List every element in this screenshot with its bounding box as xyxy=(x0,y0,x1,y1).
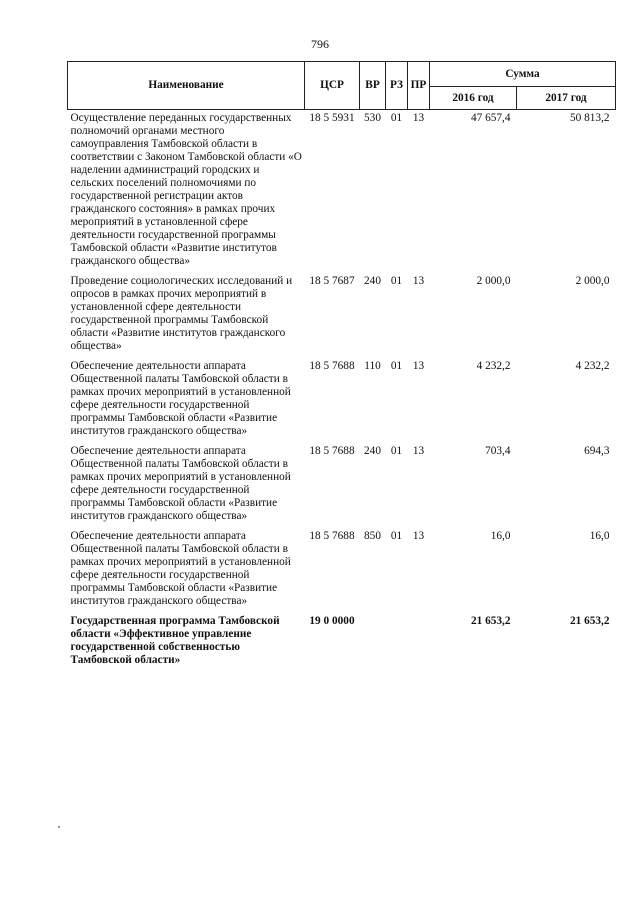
header-rz: РЗ xyxy=(386,62,408,110)
header-csr: ЦСР xyxy=(305,62,360,110)
table-row xyxy=(68,273,616,358)
table-row xyxy=(68,613,616,672)
cell-rz: 01 xyxy=(390,530,403,542)
cell-name: Государственная программа Тамбовской области «Эффективное управление государственной собственностью Тамбовской области» xyxy=(70,615,280,666)
cell-csr: 19 0 0000 xyxy=(309,615,355,627)
cell-sum-2016: 4 232,2 xyxy=(476,360,511,372)
cell-rz: 01 xyxy=(390,445,403,457)
cell-vr: 240 xyxy=(364,445,381,457)
cell-name: Проведение социологических исследований и опросов в рамках прочих мероприятий в установленной сфере деятельности государственной программы Тамбовской области «Развитие институтов гражданского общества» xyxy=(70,275,293,352)
cell-sum-2017: 16,0 xyxy=(589,530,610,542)
cell-name: Обеспечение деятельности аппарата Общественной палаты Тамбовской области в рамках прочих мероприятий в установленной сфере деятельности государственной программы Тамбовской области «Развитие институтов гражданского общества» xyxy=(70,445,291,522)
cell-pr: 13 xyxy=(412,275,425,287)
cell-vr: 530 xyxy=(364,112,381,124)
cell-vr: 240 xyxy=(364,275,381,287)
cell-sum-2017: 50 813,2 xyxy=(569,112,610,124)
cell-sum-2016: 16,0 xyxy=(490,530,511,542)
cell-name: Обеспечение деятельности аппарата Общественной палаты Тамбовской области в рамках прочих мероприятий в установленной сфере деятельности государственной программы Тамбовской области «Развитие институтов гражданского общества» xyxy=(70,360,291,437)
cell-vr xyxy=(360,613,386,672)
cell-csr: 18 5 7688 xyxy=(309,530,355,542)
scan-speck xyxy=(58,826,60,828)
cell-sum-2017: 2 000,0 xyxy=(575,275,610,287)
cell-pr: 13 xyxy=(412,112,425,124)
cell-csr: 18 5 7688 xyxy=(309,360,355,372)
cell-csr: 18 5 7688 xyxy=(309,445,355,457)
cell-sum-2017: 4 232,2 xyxy=(575,360,610,372)
cell-rz: 01 xyxy=(390,275,403,287)
table-body xyxy=(68,110,616,673)
cell-sum-2016: 21 653,2 xyxy=(470,615,511,627)
cell-sum-2017: 21 653,2 xyxy=(569,615,610,627)
cell-name: Обеспечение деятельности аппарата Общественной палаты Тамбовской области в рамках прочих мероприятий в установленной сфере деятельности государственной программы Тамбовской области «Развитие институтов гражданского общества» xyxy=(70,530,291,607)
header-sum: Сумма xyxy=(430,62,616,87)
cell-csr: 18 5 7687 xyxy=(309,275,355,287)
cell-sum-2017: 694,3 xyxy=(584,445,610,457)
cell-sum-2016: 2 000,0 xyxy=(476,275,511,287)
header-vr: ВР xyxy=(360,62,386,110)
table-row xyxy=(68,110,616,274)
cell-pr: 13 xyxy=(412,445,425,457)
table-header xyxy=(68,62,616,110)
table-row xyxy=(68,443,616,528)
cell-vr: 850 xyxy=(364,530,381,542)
cell-rz: 01 xyxy=(390,112,403,124)
table-row xyxy=(68,528,616,613)
header-name: Наименование xyxy=(68,62,305,110)
budget-table xyxy=(67,61,616,672)
cell-rz xyxy=(386,613,408,672)
cell-pr: 13 xyxy=(412,360,425,372)
cell-rz: 01 xyxy=(390,360,403,372)
cell-name: Осуществление переданных государственных полномочий органами местного самоуправления Тамбовской области в соответствии с Законом Тамбовской области «О наделении администраций городских и сельских поселений полномочиями по государственной регистрации актов гражданского состояния» в рамках прочих мероприятий в установленной сфере деятельности государственной программы Тамбовской области «Развитие институтов гражданского общества» xyxy=(70,112,302,267)
table-row xyxy=(68,358,616,443)
header-pr: ПР xyxy=(408,62,430,110)
header-year-2017: 2017 год xyxy=(517,87,616,110)
header-year-2016: 2016 год xyxy=(430,87,517,110)
cell-csr: 18 5 5931 xyxy=(309,112,355,124)
page-number: 796 xyxy=(311,37,329,51)
cell-pr xyxy=(408,613,430,672)
cell-sum-2016: 703,4 xyxy=(485,445,511,457)
cell-sum-2016: 47 657,4 xyxy=(470,112,511,124)
cell-pr: 13 xyxy=(412,530,425,542)
cell-vr: 110 xyxy=(364,360,381,372)
